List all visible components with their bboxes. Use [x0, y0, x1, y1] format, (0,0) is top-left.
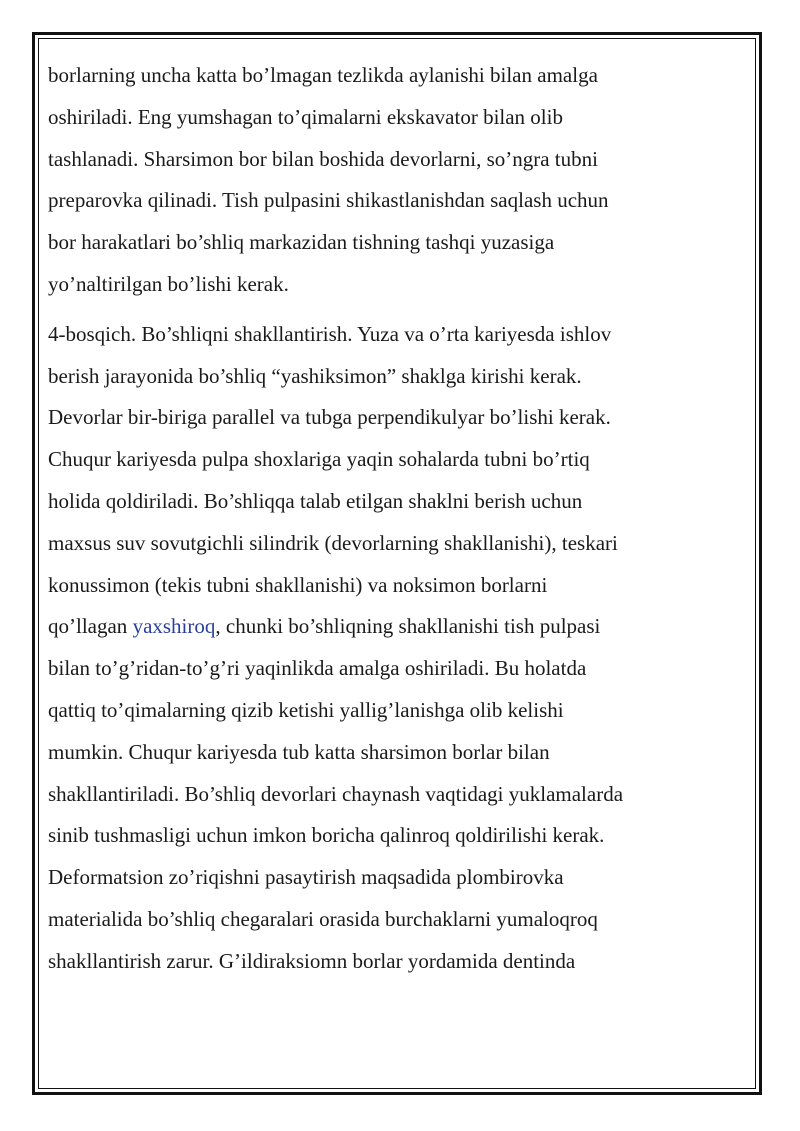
text-line: yo’naltirilgan bo’lishi kerak.: [48, 271, 289, 296]
inline-link[interactable]: yaxshiroq: [132, 614, 216, 639]
text-line: preparovka qilinadi. Tish pulpasini shikastlanishdan saqlash uchun: [48, 188, 609, 213]
text-line: Devorlar bir-biriga parallel va tubga perpendikulyar bo’lishi kerak.: [48, 405, 611, 430]
text-line: mumkin. Chuqur kariyesda tub katta sharsimon borlar bilan: [48, 739, 550, 764]
text-line: berish jarayonida bo’shliq “yashiksimon” shaklga kirishi kerak.: [48, 363, 582, 388]
text-line-prefix: qo’llagan: [48, 614, 133, 639]
text-line: materialida bo’shliq chegaralari orasida burchaklarni yumaloqroq: [48, 906, 598, 931]
document-body: [48, 55, 728, 983]
text-line: shakllantiriladi. Bo’shliq devorlari chaynash vaqtidagi yuklamalarda: [48, 781, 624, 806]
text-line: holida qoldiriladi. Bo’shliqqa talab etilgan shaklni berish uchun: [48, 488, 583, 513]
text-line: shakllantirish zarur. G’ildiraksiomn borlar yordamida dentinda: [48, 948, 576, 973]
text-line: bilan to’g’ridan-to’g’ri yaqinlikda amalga oshiriladi. Bu holatda: [48, 656, 587, 681]
text-line: oshiriladi. Eng yumshagan to’qimalarni ekskavator bilan olib: [48, 104, 563, 129]
paragraph-1: [48, 55, 728, 306]
text-line: tashlanadi. Sharsimon bor bilan boshida devorlarni, so’ngra tubni: [48, 146, 598, 171]
text-line: konussimon (tekis tubni shakllanishi) va noksimon borlarni: [48, 572, 548, 597]
text-line: 4-bosqich. Bo’shliqni shakllantirish. Yuza va o’rta kariyesda ishlov: [48, 321, 612, 346]
paragraph-2: [48, 314, 728, 983]
text-line: bor harakatlari bo’shliq markazidan tishning tashqi yuzasiga: [48, 230, 555, 255]
text-line: Deformatsion zo’riqishni pasaytirish maqsadida plombirovka: [48, 865, 564, 890]
text-line: maxsus suv sovutgichli silindrik (devorlarning shakllanishi), teskari: [48, 530, 618, 555]
text-line: Chuqur kariyesda pulpa shoxlariga yaqin sohalarda tubni bo’rtiq: [48, 447, 590, 472]
text-line: qattiq to’qimalarning qizib ketishi yallig’lanishga olib kelishi: [48, 697, 564, 722]
text-line: borlarning uncha katta bo’lmagan tezlikda aylanishi bilan amalga: [48, 63, 598, 87]
text-line-suffix: , chunki bo’shliqning shakllanishi tish pulpasi: [215, 614, 601, 639]
text-line: sinib tushmasligi uchun imkon boricha qalinroq qoldirilishi kerak.: [48, 823, 605, 848]
